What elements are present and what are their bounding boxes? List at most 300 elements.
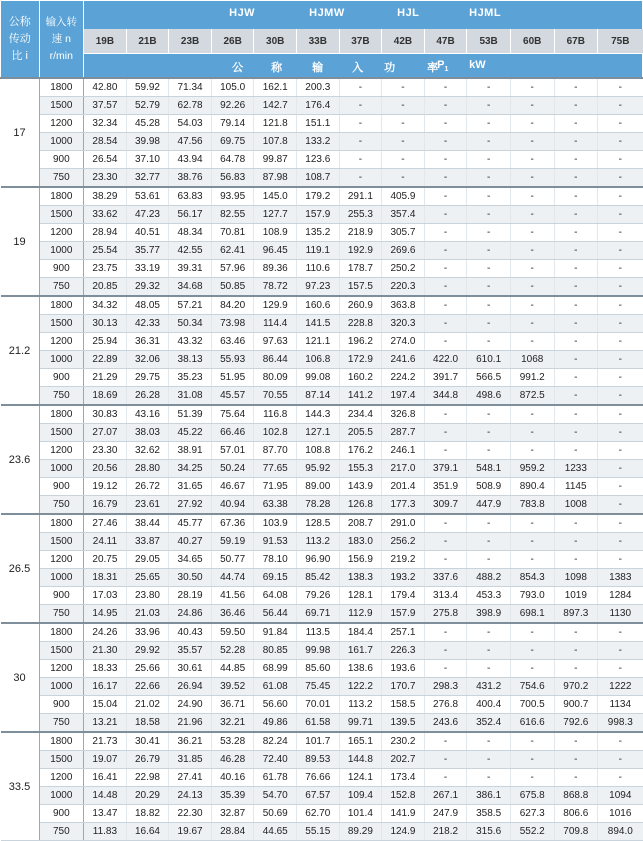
- power-value-cell: 26.94: [169, 678, 212, 696]
- speed-cell: 1000: [39, 787, 84, 805]
- power-value-cell: 32.62: [126, 442, 169, 460]
- power-value-cell: 176.4: [297, 97, 340, 115]
- power-value-cell: 108.7: [297, 169, 340, 188]
- table-row: [1, 605, 643, 624]
- power-value-cell: 113.2: [339, 696, 382, 714]
- power-value-cell: -: [467, 769, 511, 787]
- power-value-cell: 344.8: [424, 387, 467, 406]
- power-value-cell: 217.0: [382, 460, 425, 478]
- power-value-cell: 114.4: [254, 315, 297, 333]
- power-value-cell: 897.3: [554, 605, 598, 624]
- power-value-cell: -: [424, 424, 467, 442]
- power-value-cell: -: [339, 151, 382, 169]
- power-value-cell: 26.72: [126, 478, 169, 496]
- power-value-cell: 139.5: [382, 714, 425, 733]
- power-value-cell: 79.26: [297, 587, 340, 605]
- table-row: [1, 369, 643, 387]
- speed-cell: 1200: [39, 660, 84, 678]
- power-value-cell: -: [424, 315, 467, 333]
- power-value-cell: -: [424, 533, 467, 551]
- power-value-cell: -: [598, 369, 643, 387]
- power-value-cell: -: [382, 97, 425, 115]
- power-value-cell: 144.3: [297, 405, 340, 424]
- power-value-cell: 1068: [510, 351, 554, 369]
- power-value-cell: 250.2: [382, 260, 425, 278]
- power-value-cell: 138.3: [339, 569, 382, 587]
- power-value-cell: 99.08: [297, 369, 340, 387]
- model-header-47b: 47B: [424, 29, 467, 54]
- power-value-cell: 872.5: [510, 387, 554, 406]
- power-value-cell: 793.0: [510, 587, 554, 605]
- power-value-cell: 162.1: [254, 78, 297, 97]
- power-value-cell: 107.8: [254, 133, 297, 151]
- table-row: [1, 296, 643, 315]
- speed-cell: 1500: [39, 751, 84, 769]
- power-value-cell: 616.6: [510, 714, 554, 733]
- power-value-cell: -: [554, 660, 598, 678]
- power-value-cell: -: [339, 133, 382, 151]
- power-value-cell: -: [467, 623, 511, 642]
- power-value-cell: 71.34: [169, 78, 212, 97]
- power-value-cell: 35.57: [169, 642, 212, 660]
- power-value-cell: 42.80: [84, 78, 127, 97]
- power-value-cell: 30.41: [126, 732, 169, 751]
- power-value-cell: 39.52: [211, 678, 254, 696]
- power-value-cell: 23.30: [84, 442, 127, 460]
- power-value-cell: 18.31: [84, 569, 127, 587]
- table-row: [1, 442, 643, 460]
- table-row: [1, 351, 643, 369]
- speed-header-label: 输入转速 n r/min: [45, 15, 78, 62]
- power-value-cell: -: [467, 424, 511, 442]
- power-value-cell: -: [554, 260, 598, 278]
- power-value-cell: 998.3: [598, 714, 643, 733]
- power-value-cell: 44.74: [211, 569, 254, 587]
- power-value-cell: 69.15: [254, 569, 297, 587]
- power-value-cell: 1098: [554, 569, 598, 587]
- power-value-cell: 39.98: [126, 133, 169, 151]
- power-value-cell: 34.65: [169, 551, 212, 569]
- model-header-30b: 30B: [254, 29, 297, 54]
- power-value-cell: 1222: [598, 678, 643, 696]
- power-value-cell: 50.77: [211, 551, 254, 569]
- power-value-cell: -: [467, 242, 511, 260]
- speed-cell: 900: [39, 369, 84, 387]
- power-value-cell: -: [598, 187, 643, 206]
- power-value-cell: 160.2: [339, 369, 382, 387]
- power-value-cell: 72.40: [254, 751, 297, 769]
- power-value-cell: 38.76: [169, 169, 212, 188]
- power-value-cell: 247.9: [424, 805, 467, 823]
- power-value-cell: -: [424, 333, 467, 351]
- table-row: [1, 333, 643, 351]
- power-value-cell: 698.1: [510, 605, 554, 624]
- power-value-cell: 109.4: [339, 787, 382, 805]
- model-header-42b: 42B: [382, 29, 425, 54]
- table-row: [1, 551, 643, 569]
- power-value-cell: 96.45: [254, 242, 297, 260]
- power-value-cell: -: [382, 151, 425, 169]
- power-value-cell: 157.5: [339, 278, 382, 297]
- power-value-cell: 71.95: [254, 478, 297, 496]
- power-value-cell: -: [510, 151, 554, 169]
- power-value-cell: 792.6: [554, 714, 598, 733]
- power-value-cell: 28.19: [169, 587, 212, 605]
- power-value-cell: 135.2: [297, 224, 340, 242]
- power-value-cell: -: [598, 751, 643, 769]
- power-value-cell: 193.6: [382, 660, 425, 678]
- table-row: [1, 187, 643, 206]
- power-value-cell: 89.36: [254, 260, 297, 278]
- power-value-cell: 29.05: [126, 551, 169, 569]
- table-row: [1, 133, 643, 151]
- ratio-cell: 17: [1, 78, 40, 187]
- power-value-cell: -: [554, 732, 598, 751]
- power-value-cell: -: [598, 260, 643, 278]
- power-value-cell: 138.6: [339, 660, 382, 678]
- power-value-cell: 97.23: [297, 278, 340, 297]
- power-value-cell: 47.56: [169, 133, 212, 151]
- speed-header: [39, 1, 84, 79]
- table-row: [1, 678, 643, 696]
- power-value-cell: -: [554, 769, 598, 787]
- power-value-cell: 55.93: [211, 351, 254, 369]
- power-value-cell: 34.32: [84, 296, 127, 315]
- power-value-cell: 200.3: [297, 78, 340, 97]
- power-value-cell: 172.9: [339, 351, 382, 369]
- power-value-cell: 56.60: [254, 696, 297, 714]
- power-value-cell: 33.96: [126, 623, 169, 642]
- power-value-cell: 124.9: [382, 823, 425, 841]
- power-value-cell: 20.85: [84, 278, 127, 297]
- speed-cell: 1200: [39, 551, 84, 569]
- power-value-cell: 315.6: [467, 823, 511, 841]
- power-value-cell: 201.4: [382, 478, 425, 496]
- power-value-cell: -: [554, 278, 598, 297]
- power-value-cell: 357.4: [382, 206, 425, 224]
- table-row: [1, 660, 643, 678]
- power-value-cell: -: [554, 169, 598, 188]
- ratio-header-label: 公称传动比 i: [8, 15, 31, 62]
- speed-cell: 1800: [39, 405, 84, 424]
- power-value-cell: -: [554, 351, 598, 369]
- power-value-cell: 160.6: [297, 296, 340, 315]
- speed-cell: 1200: [39, 769, 84, 787]
- power-value-cell: 145.0: [254, 187, 297, 206]
- table-row: [1, 805, 643, 823]
- power-value-cell: -: [467, 260, 511, 278]
- power-value-cell: 30.61: [169, 660, 212, 678]
- power-value-cell: -: [598, 405, 643, 424]
- power-value-cell: 46.67: [211, 478, 254, 496]
- power-value-cell: 274.0: [382, 333, 425, 351]
- power-value-cell: -: [424, 133, 467, 151]
- power-value-cell: 219.2: [382, 551, 425, 569]
- power-value-cell: -: [510, 260, 554, 278]
- power-value-cell: -: [510, 732, 554, 751]
- power-value-cell: 27.46: [84, 514, 127, 533]
- power-value-cell: 398.9: [467, 605, 511, 624]
- power-value-cell: -: [467, 642, 511, 660]
- power-value-cell: 27.07: [84, 424, 127, 442]
- power-value-cell: -: [598, 514, 643, 533]
- power-value-cell: 56.17: [169, 206, 212, 224]
- power-value-cell: 269.6: [382, 242, 425, 260]
- power-value-cell: 80.09: [254, 369, 297, 387]
- power-value-cell: 57.01: [211, 442, 254, 460]
- power-value-cell: 53.28: [211, 732, 254, 751]
- speed-cell: 1500: [39, 424, 84, 442]
- power-value-cell: 27.92: [169, 496, 212, 515]
- power-value-cell: 508.9: [467, 478, 511, 496]
- power-value-cell: -: [424, 278, 467, 297]
- power-value-cell: 66.46: [211, 424, 254, 442]
- power-value-cell: 291.0: [382, 514, 425, 533]
- power-unit: kW: [469, 59, 486, 71]
- power-value-cell: 1130: [598, 605, 643, 624]
- power-value-cell: 1094: [598, 787, 643, 805]
- power-value-cell: 67.57: [297, 787, 340, 805]
- power-value-cell: 22.89: [84, 351, 127, 369]
- power-value-cell: 14.95: [84, 605, 127, 624]
- power-value-cell: 50.34: [169, 315, 212, 333]
- power-value-cell: 113.2: [297, 533, 340, 551]
- speed-cell: 900: [39, 696, 84, 714]
- power-value-cell: 49.86: [254, 714, 297, 733]
- power-value-cell: 35.23: [169, 369, 212, 387]
- power-value-cell: 275.8: [424, 605, 467, 624]
- power-value-cell: 34.68: [169, 278, 212, 297]
- power-value-cell: -: [510, 242, 554, 260]
- power-value-cell: 218.9: [339, 224, 382, 242]
- power-value-cell: -: [510, 551, 554, 569]
- table-row: [1, 714, 643, 733]
- power-value-cell: -: [339, 78, 382, 97]
- table-row: [1, 315, 643, 333]
- power-value-cell: 69.71: [297, 605, 340, 624]
- power-value-cell: 78.72: [254, 278, 297, 297]
- power-value-cell: 32.21: [211, 714, 254, 733]
- power-value-cell: 234.4: [339, 405, 382, 424]
- power-value-cell: 141.9: [382, 805, 425, 823]
- power-value-cell: -: [554, 551, 598, 569]
- power-value-cell: 51.39: [169, 405, 212, 424]
- ratio-cell: 30: [1, 623, 40, 732]
- table-row: [1, 115, 643, 133]
- power-value-cell: 351.9: [424, 478, 467, 496]
- speed-cell: 1500: [39, 97, 84, 115]
- power-value-cell: 112.9: [339, 605, 382, 624]
- table-row: [1, 623, 643, 642]
- speed-cell: 1500: [39, 533, 84, 551]
- power-value-cell: 22.30: [169, 805, 212, 823]
- model-header-60b: 60B: [510, 29, 554, 54]
- power-value-cell: -: [510, 315, 554, 333]
- power-value-cell: -: [467, 133, 511, 151]
- power-value-cell: -: [424, 187, 467, 206]
- ratio-cell: 19: [1, 187, 40, 296]
- speed-cell: 1800: [39, 514, 84, 533]
- power-value-cell: 44.85: [211, 660, 254, 678]
- power-value-cell: -: [598, 623, 643, 642]
- power-value-cell: 552.2: [510, 823, 554, 841]
- power-value-cell: 127.1: [297, 424, 340, 442]
- speed-cell: 900: [39, 587, 84, 605]
- power-char: 功: [384, 62, 396, 74]
- power-value-cell: 1016: [598, 805, 643, 823]
- power-value-cell: 179.4: [382, 587, 425, 605]
- table-row: [1, 405, 643, 424]
- power-value-cell: -: [467, 169, 511, 188]
- power-value-cell: 75.64: [211, 405, 254, 424]
- power-value-cell: 127.7: [254, 206, 297, 224]
- power-value-cell: 14.48: [84, 787, 127, 805]
- power-value-cell: -: [510, 97, 554, 115]
- table-row: [1, 787, 643, 805]
- power-value-cell: -: [382, 115, 425, 133]
- power-value-cell: -: [424, 514, 467, 533]
- power-value-cell: 806.6: [554, 805, 598, 823]
- power-value-cell: 783.8: [510, 496, 554, 515]
- power-value-cell: -: [424, 623, 467, 642]
- power-value-cell: 106.8: [297, 351, 340, 369]
- power-value-cell: 15.04: [84, 696, 127, 714]
- power-value-cell: -: [554, 315, 598, 333]
- power-value-cell: -: [554, 424, 598, 442]
- power-value-cell: 1284: [598, 587, 643, 605]
- power-value-cell: 24.86: [169, 605, 212, 624]
- power-value-cell: 18.33: [84, 660, 127, 678]
- power-value-cell: 64.08: [254, 587, 297, 605]
- power-symbol: [437, 59, 448, 73]
- power-value-cell: -: [554, 97, 598, 115]
- power-value-cell: 197.4: [382, 387, 425, 406]
- model-header-21b: 21B: [126, 29, 169, 54]
- power-value-cell: 18.58: [126, 714, 169, 733]
- power-value-cell: 45.22: [169, 424, 212, 442]
- power-value-cell: 82.24: [254, 732, 297, 751]
- ratio-cell: 21.2: [1, 296, 40, 405]
- power-value-cell: 92.26: [211, 97, 254, 115]
- power-value-cell: 70.55: [254, 387, 297, 406]
- power-value-cell: 62.41: [211, 242, 254, 260]
- power-value-cell: 243.6: [424, 714, 467, 733]
- speed-cell: 750: [39, 387, 84, 406]
- power-value-cell: -: [510, 169, 554, 188]
- power-value-cell: -: [554, 623, 598, 642]
- power-value-cell: 352.4: [467, 714, 511, 733]
- power-value-cell: 228.8: [339, 315, 382, 333]
- power-value-cell: 36.71: [211, 696, 254, 714]
- power-value-cell: 45.28: [126, 115, 169, 133]
- power-value-cell: 62.70: [297, 805, 340, 823]
- power-value-cell: 39.31: [169, 260, 212, 278]
- power-value-cell: -: [510, 533, 554, 551]
- power-value-cell: 25.66: [126, 660, 169, 678]
- power-char: 率: [427, 62, 439, 74]
- power-char: 公: [232, 62, 244, 74]
- power-value-cell: 40.27: [169, 533, 212, 551]
- power-value-cell: 21.29: [84, 369, 127, 387]
- table-row: [1, 533, 643, 551]
- power-value-cell: -: [598, 496, 643, 515]
- power-value-cell: -: [467, 551, 511, 569]
- power-value-cell: 33.19: [126, 260, 169, 278]
- power-value-cell: -: [424, 97, 467, 115]
- power-value-cell: -: [510, 115, 554, 133]
- power-header: [84, 54, 643, 79]
- power-value-cell: 68.99: [254, 660, 297, 678]
- power-value-cell: 116.8: [254, 405, 297, 424]
- power-value-cell: -: [510, 751, 554, 769]
- power-value-cell: 26.54: [84, 151, 127, 169]
- power-value-cell: 23.30: [84, 169, 127, 188]
- power-value-cell: 59.50: [211, 623, 254, 642]
- power-value-cell: -: [554, 115, 598, 133]
- power-value-cell: -: [339, 115, 382, 133]
- power-value-cell: -: [467, 405, 511, 424]
- power-value-cell: 63.38: [254, 496, 297, 515]
- power-value-cell: -: [510, 224, 554, 242]
- power-char: 输: [312, 62, 324, 74]
- power-value-cell: 257.1: [382, 623, 425, 642]
- power-value-cell: 386.1: [467, 787, 511, 805]
- speed-cell: 1800: [39, 187, 84, 206]
- power-value-cell: -: [424, 732, 467, 751]
- power-value-cell: 16.79: [84, 496, 127, 515]
- power-value-cell: 89.53: [297, 751, 340, 769]
- power-value-cell: 21.73: [84, 732, 127, 751]
- power-value-cell: 1134: [598, 696, 643, 714]
- power-value-cell: 11.83: [84, 823, 127, 841]
- power-value-cell: 119.1: [297, 242, 340, 260]
- power-value-cell: -: [554, 78, 598, 97]
- power-char: 称: [271, 62, 283, 74]
- table-row: [1, 278, 643, 297]
- power-value-cell: 178.7: [339, 260, 382, 278]
- power-value-cell: -: [467, 206, 511, 224]
- power-value-cell: -: [598, 315, 643, 333]
- power-value-cell: 177.3: [382, 496, 425, 515]
- power-value-cell: -: [467, 78, 511, 97]
- power-value-cell: 20.56: [84, 460, 127, 478]
- power-value-cell: 53.61: [126, 187, 169, 206]
- power-value-cell: 27.41: [169, 769, 212, 787]
- power-value-cell: 128.1: [339, 587, 382, 605]
- speed-cell: 900: [39, 478, 84, 496]
- power-value-cell: 87.14: [297, 387, 340, 406]
- power-value-cell: 24.26: [84, 623, 127, 642]
- power-value-cell: 86.44: [254, 351, 297, 369]
- power-value-cell: 152.8: [382, 787, 425, 805]
- power-value-cell: 89.00: [297, 478, 340, 496]
- power-value-cell: 358.5: [467, 805, 511, 823]
- power-value-cell: -: [554, 387, 598, 406]
- power-value-cell: 28.80: [126, 460, 169, 478]
- power-value-cell: 108.9: [254, 224, 297, 242]
- power-value-cell: 192.9: [339, 242, 382, 260]
- power-value-cell: 1383: [598, 569, 643, 587]
- power-value-cell: 220.3: [382, 278, 425, 297]
- power-value-cell: 13.21: [84, 714, 127, 733]
- speed-cell: 750: [39, 714, 84, 733]
- power-value-cell: 96.90: [297, 551, 340, 569]
- table-row: [1, 424, 643, 442]
- power-value-cell: 37.10: [126, 151, 169, 169]
- power-value-cell: 379.1: [424, 460, 467, 478]
- power-value-cell: 226.3: [382, 642, 425, 660]
- power-value-cell: -: [554, 133, 598, 151]
